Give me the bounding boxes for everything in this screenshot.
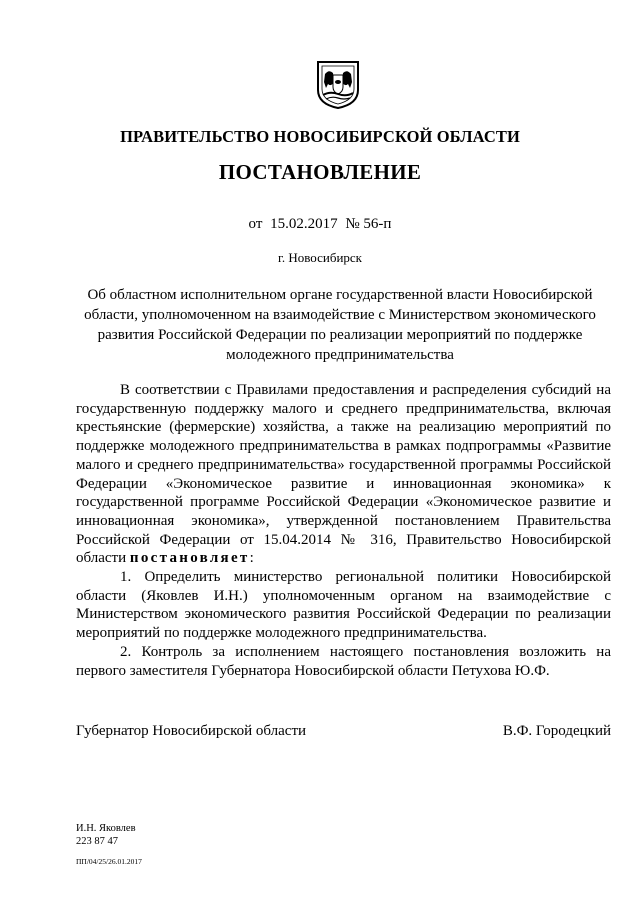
document-date-number	[0, 216, 640, 233]
government-title: ПРАВИТЕЛЬСТВО НОВОСИБИРСКОЙ ОБЛАСТИ	[120, 127, 520, 146]
resolves-colon: :	[249, 550, 254, 567]
item-1: 1. Определить министерство региональной политики Новосибирской области (Яковлев И.Н.) уполномоченным органом на взаимодействие с Министерством экономического развития Российской Федерации по реализации мероприятий по поддержке молодежного предпринимательства.	[76, 569, 611, 642]
resolves-word: постановляет	[129, 550, 250, 567]
signatory-position: Губернатор Новосибирской области	[76, 723, 307, 739]
executor-phone: 223 87 47	[76, 836, 118, 847]
preamble-paragraph	[76, 381, 611, 568]
signature-block	[76, 723, 611, 740]
date-prefix: от	[248, 216, 263, 232]
city: г. Новосибирск	[277, 250, 362, 265]
coat-of-arms-icon	[316, 60, 360, 110]
item-2: 2. Контроль за исполнением настоящего постановления возложить на первого заместителя Губернатора Новосибирской области Петухова Ю.Ф.	[76, 643, 611, 679]
executor-block	[76, 822, 136, 848]
document-code: ПП/04/25/26.01.2017	[76, 857, 142, 866]
document-body	[76, 381, 611, 680]
executor-name: И.Н. Яковлев	[76, 823, 136, 834]
document-type: ПОСТАНОВЛЕНИЕ	[218, 160, 422, 184]
preamble-text: В соответствии с Правилами предоставления и распределения субсидий на государственную поддержку малого и среднего предпринимательства, включая крестьянские (фермерские) хозяйства, а также на реализацию мероприятий по поддержке молодежного предпринимательства в рамках подпрограммы «Развитие малого и среднего предпринимательства» государственной программы Российской Федерации «Экономическое развитие и инновационная экономика» к государственной программе Российской Федерации «Экономическое развитие и инновационная экономика», утвержденной постановлением Правительства Российской Федерации от 15.04.2014 № 316, Правительство Новосибирской области	[76, 382, 611, 567]
signatory-name: В.Ф. Городецкий	[502, 723, 611, 739]
document-number: № 56-п	[345, 216, 392, 232]
document-subject: Об областном исполнительном органе государственной власти Новосибирской области, уполномоченном на взаимодействие с Министерством экономического развития Российской Федерации по реализации мероприятий по поддержке молодежного предпринимательства	[84, 287, 596, 363]
document-date: 15.02.2017	[270, 216, 338, 232]
